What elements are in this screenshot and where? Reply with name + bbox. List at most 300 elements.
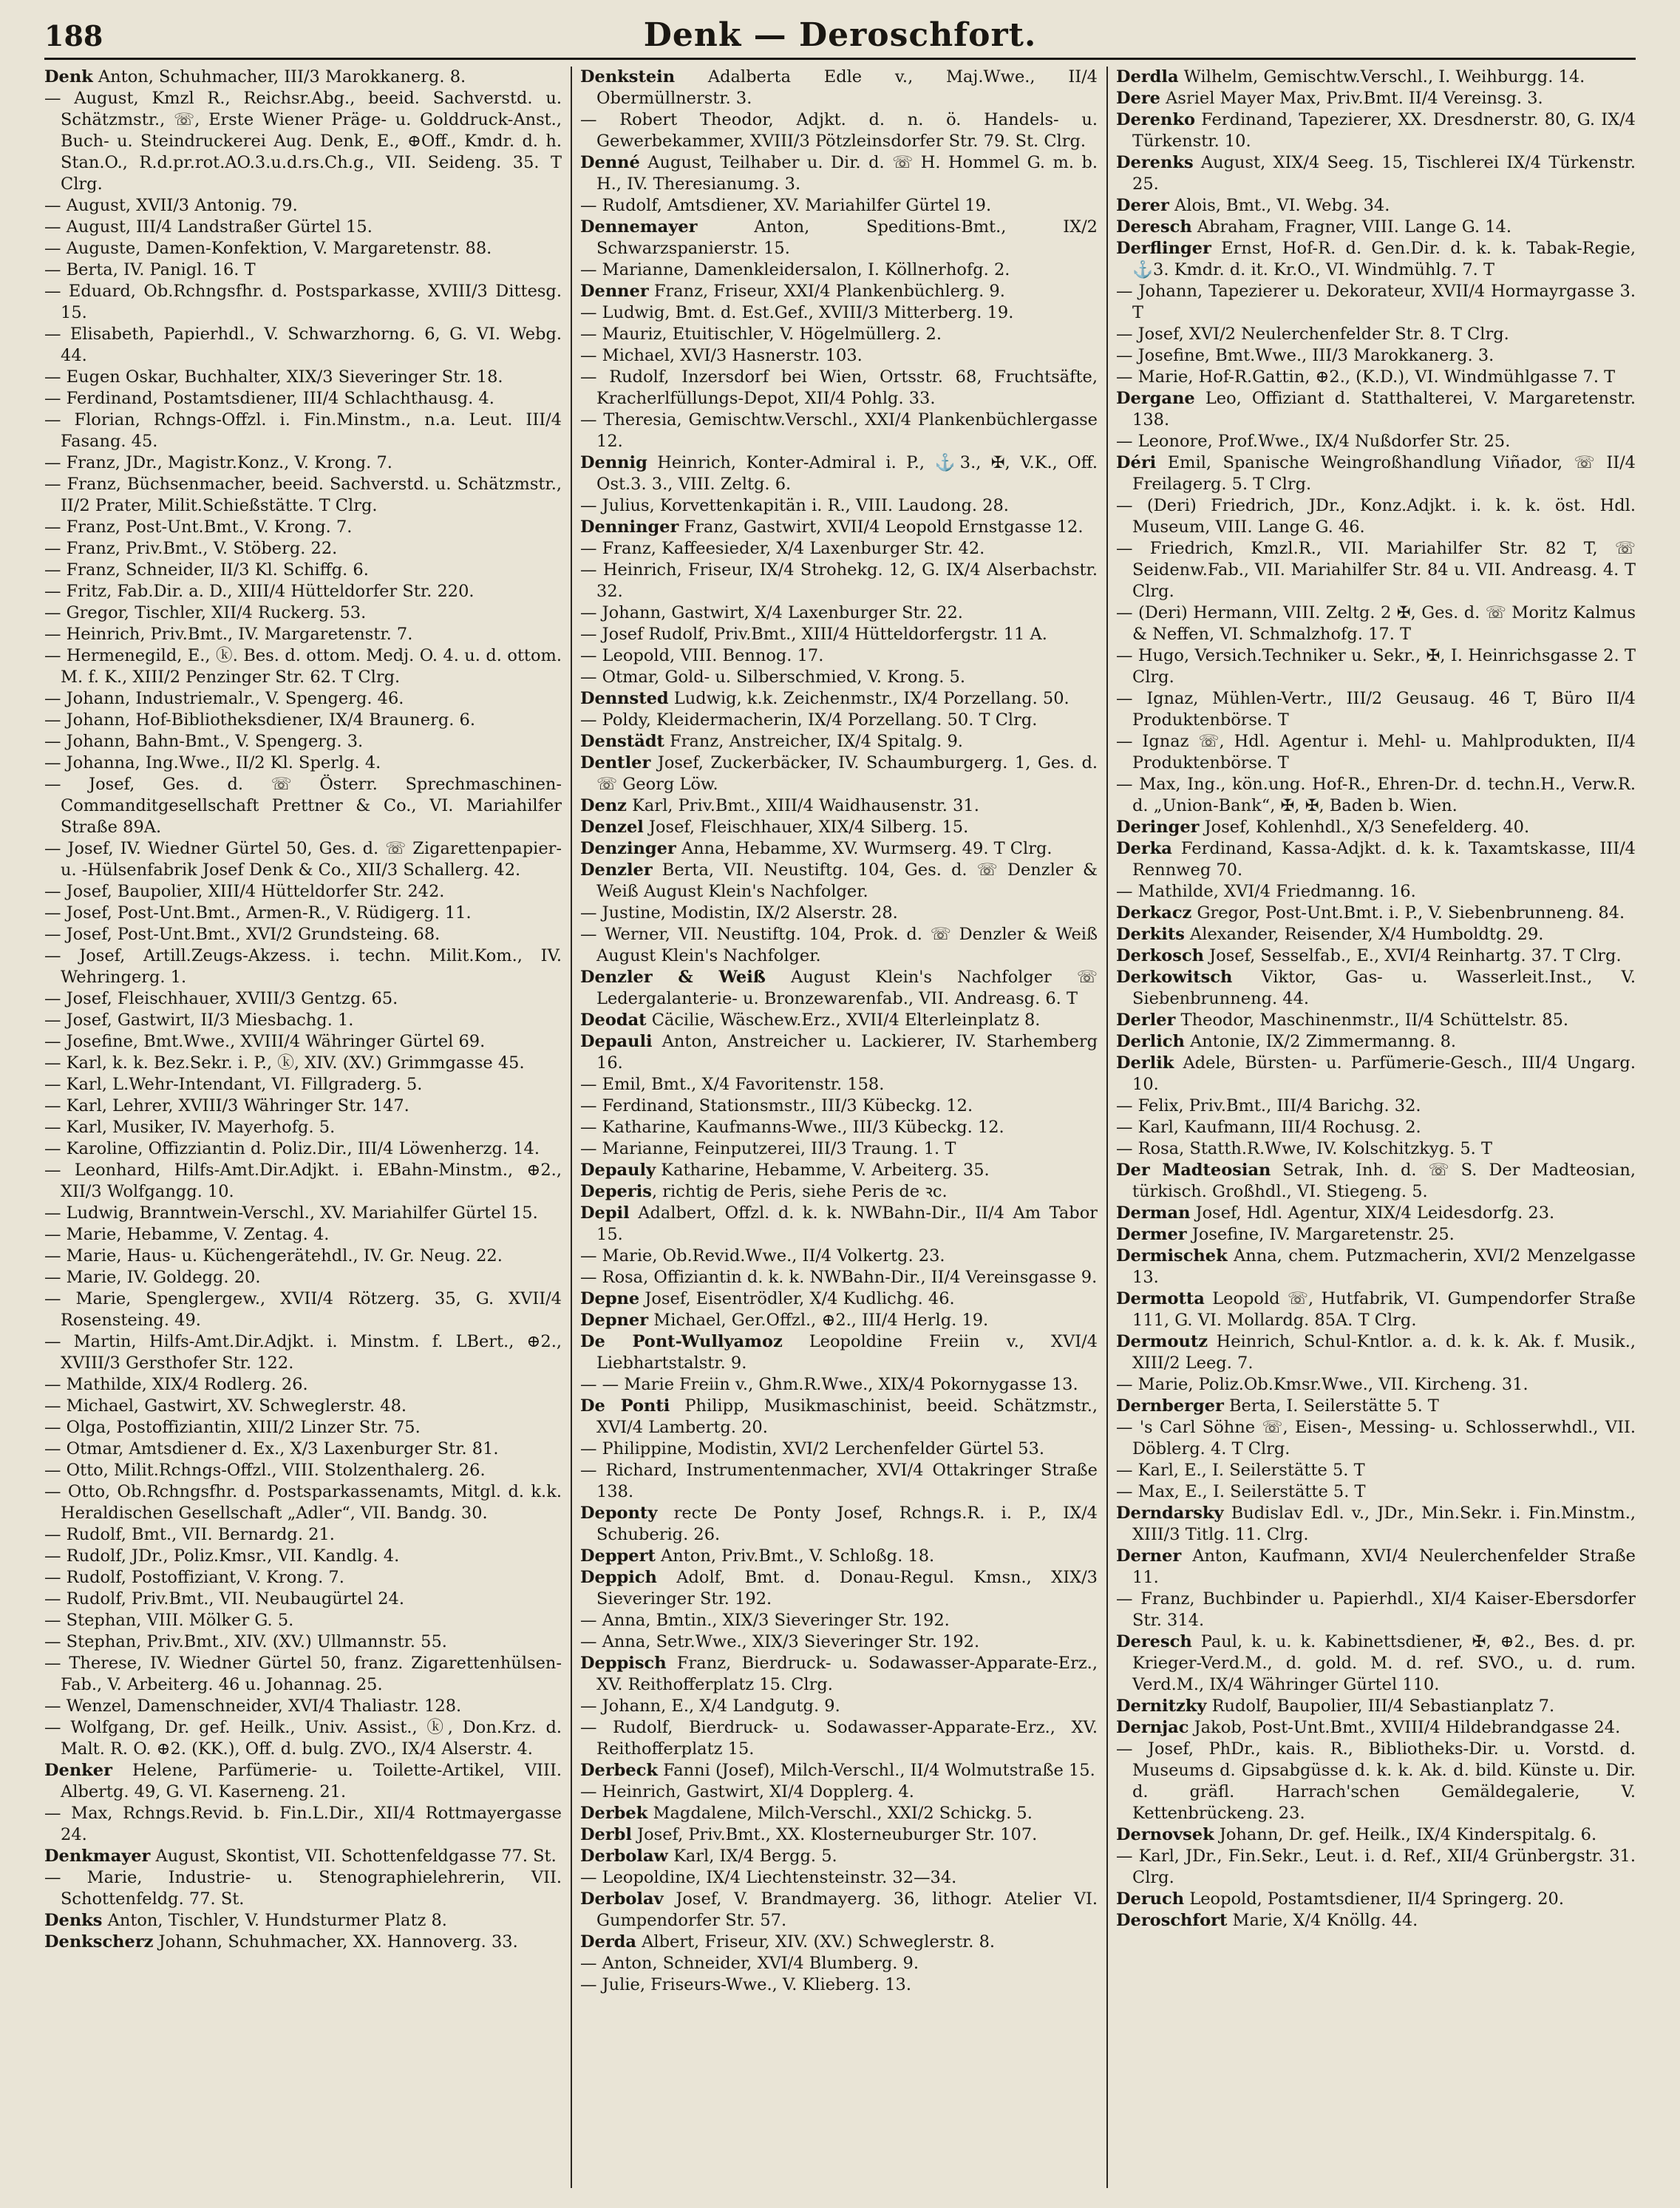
column-1: [44, 67, 562, 2188]
entry-surname: Derkosch: [1116, 946, 1205, 965]
entry-details: Ferdinand, Kassa-Adjkt. d. k. k. Taxamtskasse, III/4 Rennweg 70.: [1132, 839, 1636, 880]
directory-entry: [1116, 1503, 1636, 1546]
directory-entry: [580, 1760, 1098, 1781]
directory-entry: [44, 1910, 562, 1932]
directory-entry: — Rudolf, Postoffiziant, V. Krong. 7.: [44, 1568, 344, 1587]
directory-entry: — Werner, VII. Neustiftg. 104, Prok. d. ☏ Denzler & Weiß August Klein's Nachfolger.: [580, 925, 1098, 965]
directory-entry: [580, 1567, 1098, 1610]
directory-entry: [1116, 1910, 1636, 1932]
directory-entry: [580, 838, 1098, 860]
directory-entry: — Karl, Musiker, IV. Mayerhofg. 5.: [44, 1118, 336, 1137]
directory-entry: [580, 1824, 1098, 1846]
entry-surname: Derlik: [1116, 1053, 1174, 1073]
directory-entry: — Leonore, Prof.Wwe., IX/4 Nußdorfer Str. 25.: [1116, 432, 1511, 451]
entry-surname: Denzler & Weiß: [580, 968, 766, 987]
entry-surname: Deresch: [1116, 1632, 1192, 1651]
entry-details: Adele, Bürsten- u. Parfümerie-Gesch., III/4 Ungarg. 10.: [1132, 1053, 1636, 1094]
directory-entry: — Marie, Haus- u. Küchengerätehdl., IV. Gr. Neug. 22.: [44, 1246, 503, 1266]
entry-details: Leo, Offiziant d. Statthalterei, V. Margaretenstr. 138.: [1132, 389, 1636, 429]
directory-entry: — Marie, Hebamme, V. Zentag. 4.: [44, 1225, 330, 1244]
entry-details: Josef, V. Brandmayerg. 36, lithogr. Atelier VI. Gumpendorfer Str. 57.: [596, 1889, 1098, 1930]
directory-entry: — Emil, Bmt., X/4 Favoritenstr. 158.: [580, 1075, 885, 1094]
directory-entry: — Justine, Modistin, IX/2 Alserstr. 28.: [580, 903, 898, 923]
entry-details: Rudolf, Baupolier, III/4 Sebastianplatz 7.: [1206, 1696, 1555, 1716]
entry-surname: Denzel: [580, 818, 644, 837]
entry-details: Cäcilie, Wäschew.Erz., XVII/4 Elterleinplatz 8.: [646, 1010, 1041, 1030]
entry-details: Anton, Tischler, V. Hundsturmer Platz 8.: [102, 1911, 447, 1930]
entry-details: Johann, Schuhmacher, XX. Hannoverg. 33.: [153, 1932, 518, 1951]
entry-details: Michael, Ger.Offzl., ⊕2., III/4 Herlg. 19.: [648, 1311, 989, 1330]
entry-surname: Déri: [1116, 453, 1157, 472]
directory-entry: — Max, Rchngs.Revid. b. Fin.L.Dir., XII/4 Rottmayergasse 24.: [44, 1804, 562, 1844]
directory-entry: [1116, 1824, 1636, 1846]
directory-entry: — Rudolf, Amtsdiener, XV. Mariahilfer Gürtel 19.: [580, 196, 992, 215]
page-title: Denk — Deroschfort.: [643, 16, 1037, 54]
entry-details: , richtig de Peris, siehe Peris de ꝛc.: [651, 1182, 948, 1201]
directory-entry: — Mathilde, XVI/4 Friedmanng. 16.: [1116, 882, 1416, 901]
directory-entry: — Josef, Ges. d. ☏ Österr. Sprechmaschinen-Commanditgesellschaft Prettner & Co., VI. Mariahilfer Straße 89A.: [44, 775, 562, 837]
entry-details: Karl, IX/4 Bergg. 5.: [667, 1847, 837, 1866]
directory-entry: — Katharine, Kaufmanns-Wwe., III/3 Kübeckg. 12.: [580, 1118, 1004, 1137]
directory-entry: [580, 281, 1098, 302]
directory-entry: — Marie, Industrie- u. Stenographielehrerin, VII. Schottenfeldg. 77. St.: [44, 1868, 562, 1909]
directory-entry: — Eugen Oskar, Buchhalter, XIX/3 Sieveringer Str. 18.: [44, 367, 503, 387]
directory-entry: [1116, 452, 1636, 495]
directory-entry: — Gregor, Tischler, XII/4 Ruckerg. 53.: [44, 603, 367, 622]
entry-details: Leopold, Postamtsdiener, II/4 Springerg. 20.: [1184, 1889, 1564, 1909]
directory-entry: — Ferdinand, Stationsmstr., III/3 Kübeckg. 12.: [580, 1096, 973, 1115]
entry-details: Paul, k. u. k. Kabinettsdiener, ✠, ⊕2., Bes. d. pr. Krieger-Verd.M., d. gold. M. d. ref. SVO., u. d. rum. Verd.M., IX/4 Währinger Gürtel 110.: [1132, 1632, 1636, 1694]
entry-details: Anton, Kaufmann, XVI/4 Neulerchenfelder Straße 11.: [1132, 1546, 1636, 1587]
directory-entry: — Ignaz ☏, Hdl. Agentur i. Mehl- u. Mahlprodukten, II/4 Produktenbörse. T: [1116, 732, 1636, 772]
directory-entry: — Rosa, Offiziantin d. k. k. NWBahn-Dir., II/4 Vereinsgasse 9.: [580, 1268, 1098, 1287]
entry-surname: Derlich: [1116, 1032, 1185, 1051]
directory-entry: — Ferdinand, Postamtsdiener, III/4 Schlachthausg. 4.: [44, 389, 494, 408]
directory-entry: — Anton, Schneider, XVI/4 Blumberg. 9.: [580, 1954, 919, 1973]
directory-entry: [580, 1546, 1098, 1567]
entry-details: Franz, Gastwirt, XVII/4 Leopold Ernstgasse 12.: [679, 517, 1084, 537]
entry-details: Emil, Spanische Weingroßhandlung Viñador, ☏ II/4 Freilagerg. 5. T Clrg.: [1132, 453, 1636, 494]
entry-details: Jakob, Post-Unt.Bmt., XVIII/4 Hildebrandgasse 24.: [1188, 1718, 1621, 1737]
entry-surname: De Ponti: [580, 1396, 670, 1416]
entry-surname: Deruch: [1116, 1889, 1185, 1909]
directory-entry: [1116, 1631, 1636, 1696]
directory-entry: — August, XVII/3 Antonig. 79.: [44, 196, 298, 215]
column-2: [580, 67, 1098, 2188]
directory-entry: — Josef, Fleischhauer, XVIII/3 Gentzg. 65.: [44, 989, 398, 1008]
entry-surname: Dennsted: [580, 689, 669, 708]
directory-entry: — Johann, E., X/4 Landgutg. 9.: [580, 1696, 840, 1716]
directory-entry: — Michael, XVI/3 Hasnerstr. 103.: [580, 346, 863, 365]
entry-surname: Denninger: [580, 517, 679, 537]
directory-entry: [580, 1803, 1098, 1824]
directory-entry: [580, 1653, 1098, 1696]
directory-entry: — Olga, Postoffiziantin, XIII/2 Linzer Str. 75.: [44, 1418, 421, 1437]
entry-details: Alexander, Reisender, X/4 Humboldtg. 29.: [1184, 925, 1544, 944]
entry-surname: Derdla: [1116, 67, 1179, 86]
entry-surname: Dentler: [580, 753, 651, 772]
directory-entry: [44, 1932, 562, 1953]
directory-entry: — Josef, XVI/2 Neulerchenfelder Str. 8. T Clrg.: [1116, 325, 1509, 344]
directory-entry: — Anna, Setr.Wwe., XIX/3 Sieveringer Str. 192.: [580, 1632, 980, 1651]
directory-entry: [1116, 67, 1636, 88]
directory-entry: [1116, 1696, 1636, 1717]
directory-entry: — Karl, JDr., Fin.Sekr., Leut. i. d. Ref., XII/4 Grünbergstr. 31. Clrg.: [1116, 1847, 1636, 1887]
entry-surname: Derka: [1116, 839, 1172, 858]
directory-entry: — Julius, Korvettenkapitän i. R., VIII. Laudong. 28.: [580, 496, 1009, 515]
directory-entry: [1116, 1717, 1636, 1739]
entry-surname: Derkits: [1116, 925, 1185, 944]
entry-surname: Depne: [580, 1289, 640, 1308]
directory-entry: [1116, 1396, 1636, 1417]
directory-entry: — Rudolf, Priv.Bmt., VII. Neubaugürtel 24.: [44, 1589, 404, 1609]
directory-entry: [1116, 817, 1636, 838]
directory-entry: — Max, Ing., kön.ung. Hof-R., Ehren-Dr. d. techn.H., Verw.R. d. „Union-Bank“, ✠, ✠, Baden b. Wien.: [1116, 775, 1636, 815]
directory-entry: [1116, 1331, 1636, 1374]
directory-entry: — Franz, JDr., Magistr.Konz., V. Krong. 7.: [44, 453, 392, 472]
directory-entry: — Josef Rudolf, Priv.Bmt., XIII/4 Hütteldorfergstr. 11 A.: [580, 625, 1047, 644]
directory-entry: — Otmar, Gold- u. Silberschmied, V. Krong. 5.: [580, 668, 966, 687]
directory-entry: — — Marie Freiin v., Ghm.R.Wwe., XIX/4 Pokornygasse 13.: [580, 1375, 1078, 1394]
entry-details: Heinrich, Schul-Kntlor. a. d. k. k. Ak. f. Musik., XIII/2 Leeg. 7.: [1132, 1332, 1636, 1373]
directory-entry: — (Deri) Hermann, VIII. Zeltg. 2 ✠, Ges. d. ☏ Moritz Kalmus & Neffen, VI. Schmalzhofg. 17. T: [1116, 603, 1636, 644]
directory-entry: — Rudolf, Bierdruck- u. Sodawasser-Apparate-Erz., XV. Reithofferplatz 15.: [580, 1718, 1098, 1759]
entry-details: August, Teilhaber u. Dir. d. ☏ H. Hommel G. m. b. H., IV. Theresianumg. 3.: [596, 153, 1098, 194]
directory-entry: — Richard, Instrumentenmacher, XVI/4 Ottakringer Straße 138.: [580, 1461, 1098, 1501]
directory-entry: [580, 1031, 1098, 1074]
entry-details: Josef, Fleischhauer, XIX/4 Silberg. 15.: [643, 818, 969, 837]
directory-entry: — Marianne, Damenkleidersalon, I. Köllnerhofg. 2.: [580, 260, 1010, 279]
directory-entry: — Heinrich, Gastwirt, XI/4 Dopplerg. 4.: [580, 1782, 914, 1801]
entry-details: Adalberta Edle v., Maj.Wwe., II/4 Obermüllnerstr. 3.: [596, 67, 1098, 108]
entry-details: Anton, Priv.Bmt., V. Schloßg. 18.: [655, 1546, 935, 1566]
entry-details: Franz, Friseur, XXI/4 Plankenbüchlerg. 9.: [648, 282, 1005, 301]
directory-entry: — Karl, L.Wehr-Intendant, VI. Fillgraderg. 5.: [44, 1075, 423, 1094]
directory-entry: — Josef, IV. Wiedner Gürtel 50, Ges. d. ☏ Zigarettenpapier- u. -Hülsenfabrik Josef Denk & Co., XII/3 Schallerg. 42.: [44, 839, 562, 880]
directory-entry: — Heinrich, Friseur, IX/4 Strohekg. 12, G. IX/4 Alserbachstr. 32.: [580, 560, 1098, 601]
directory-entry: — Wenzel, Damenschneider, XVI/4 Thaliastr. 128.: [44, 1696, 462, 1716]
entry-surname: Denkstein: [580, 67, 676, 86]
entry-surname: Derkowitsch: [1116, 968, 1233, 987]
column-divider: [1106, 67, 1108, 2188]
entry-details: Marie, X/4 Knöllg. 44.: [1227, 1911, 1418, 1930]
directory-entry: [1116, 967, 1636, 1010]
entry-details: Johann, Dr. gef. Heilk., IX/4 Kinderspitalg. 6.: [1214, 1825, 1597, 1844]
directory-entry: [580, 1331, 1098, 1374]
directory-entry: — Hugo, Versich.Techniker u. Sekr., ✠, I. Heinrichsgasse 2. T Clrg.: [1116, 646, 1636, 687]
directory-entry: — Anna, Bmtin., XIX/3 Sieveringer Str. 192.: [580, 1611, 950, 1630]
directory-entry: [1116, 945, 1636, 967]
entry-details: Leopoldine Freiin v., XVI/4 Liebhartstalstr. 9.: [596, 1332, 1098, 1373]
directory-entry: [1116, 1246, 1636, 1288]
entry-surname: Derenko: [1116, 110, 1195, 129]
entry-details: Heinrich, Konter-Admiral i. P., ⚓3., ✠, V.K., Off. Ost.3. 3., VIII. Zeltg. 6.: [596, 453, 1098, 494]
directory-entry: — Philippine, Modistin, XVI/2 Lerchenfelder Gürtel 53.: [580, 1439, 1045, 1458]
entry-details: Anna, chem. Putzmacherin, XVI/2 Menzelgasse 13.: [1132, 1246, 1636, 1287]
entry-surname: Deppert: [580, 1546, 656, 1566]
entry-surname: Denstädt: [580, 732, 664, 751]
directory-entry: [1116, 1160, 1636, 1203]
entry-details: Leopold ☏, Hutfabrik, VI. Gumpendorfer Straße 111, G. VI. Mollardg. 85A. T Clrg.: [1132, 1289, 1636, 1330]
directory-entry: — Hermenegild, E., ⓚ. Bes. d. ottom. Medj. O. 4. u. d. ottom. M. f. K., XIII/2 Penzinger Str. 62. T Clrg.: [44, 646, 562, 687]
directory-entry: [1116, 1031, 1636, 1053]
directory-entry: — Eduard, Ob.Rchngsfhr. d. Postsparkasse, XVIII/3 Dittesg. 15.: [44, 282, 562, 322]
page-header: [44, 13, 1636, 61]
directory-entry: — Johann, Industriemalr., V. Spengerg. 46.: [44, 689, 404, 708]
entry-surname: Derbek: [580, 1804, 648, 1823]
directory-entry: [580, 731, 1098, 753]
entry-surname: Derndarsky: [1116, 1504, 1224, 1523]
entry-details: Anton, Schuhmacher, III/3 Marokkanerg. 8.: [92, 67, 466, 86]
directory-entry: — August, III/4 Landstraßer Gürtel 15.: [44, 217, 373, 237]
directory-entry: — Josef, Artill.Zeugs-Akzess. i. techn. Milit.Kom., IV. Wehringerg. 1.: [44, 946, 562, 987]
directory-entry: [1116, 1224, 1636, 1246]
directory-entry: [1116, 88, 1636, 109]
directory-entry: — Marie, Hof-R.Gattin, ⊕2., (K.D.), VI. Windmühlgasse 7. T: [1116, 367, 1616, 387]
directory-entry: [580, 1181, 1098, 1203]
directory-entry: [44, 1760, 562, 1803]
entry-surname: Dergane: [1116, 389, 1195, 408]
entry-details: Setrak, Inh. d. ☏ S. Der Madteosian, türkisch. Großhdl., VI. Stiegeng. 5.: [1132, 1161, 1636, 1201]
directory-entry: [1116, 924, 1636, 945]
directory-entry: [1116, 1203, 1636, 1224]
directory-entry: — Karoline, Offizziantin d. Poliz.Dir., III/4 Löwenherzg. 14.: [44, 1139, 540, 1158]
entry-surname: Derner: [1116, 1546, 1182, 1566]
directory-entry: — Stephan, VIII. Mölker G. 5.: [44, 1611, 294, 1630]
directory-entry: [580, 152, 1098, 195]
directory-entry: [580, 217, 1098, 259]
directory-entry: — Wolfgang, Dr. gef. Heilk., Univ. Assist., ⓚ, Don.Krz. d. Malt. R. O. ⊕2. (KK.), Off. d. bulg. ZVO., IX/4 Alserstr. 4.: [44, 1718, 562, 1759]
column-divider: [571, 67, 572, 2188]
directory-entry: [580, 753, 1098, 795]
directory-entry: — (Deri) Friedrich, JDr., Konz.Adjkt. i. k. k. öst. Hdl. Museum, VIII. Lange G. 46.: [1116, 496, 1636, 537]
entry-surname: Denzinger: [580, 839, 676, 858]
entry-surname: Derer: [1116, 196, 1169, 215]
directory-entry: [580, 967, 1098, 1010]
entry-details: Gregor, Post-Unt.Bmt. i. P., V. Siebenbrunneng. 84.: [1191, 903, 1625, 923]
entry-surname: Deppich: [580, 1568, 657, 1587]
directory-entry: [580, 1310, 1098, 1331]
entry-surname: Depner: [580, 1311, 649, 1330]
directory-entry: — Fritz, Fab.Dir. a. D., XIII/4 Hütteldorfer Str. 220.: [44, 582, 475, 601]
entry-details: Ernst, Hof-R. d. Gen.Dir. d. k. k. Tabak-Regie, ⚓3. Kmdr. d. it. Kr.O., VI. Windmühlg. 7. T: [1132, 239, 1636, 279]
entry-details: Ferdinand, Tapezierer, XX. Dresdnerstr. 80, G. IX/4 Türkenstr. 10.: [1132, 110, 1636, 151]
entry-details: Adolf, Bmt. d. Donau-Regul. Kmsn., XIX/3 Sieveringer Str. 192.: [596, 1568, 1098, 1609]
entry-details: August, XIX/4 Seeg. 15, Tischlerei IX/4 Türkenstr. 25.: [1132, 153, 1636, 194]
entry-surname: Depauli: [580, 1032, 653, 1051]
entry-details: Wilhelm, Gemischtw.Verschl., I. Weihburgg. 14.: [1178, 67, 1585, 86]
directory-entry: — Theresia, Gemischtw.Verschl., XXI/4 Plankenbüchlergasse 12.: [580, 410, 1098, 451]
directory-entry: — Leonhard, Hilfs-Amt.Dir.Adjkt. i. EBahn-Minstm., ⊕2., XII/3 Wolfgangg. 10.: [44, 1161, 562, 1201]
entry-surname: Dennig: [580, 453, 647, 472]
directory-entry: — Auguste, Damen-Konfektion, V. Margaretenstr. 88.: [44, 239, 492, 258]
directory-entry: — Marie, Spenglergew., XVII/4 Rötzerg. 35, G. XVII/4 Rosensteing. 49.: [44, 1289, 562, 1330]
column-3: [1116, 67, 1636, 2188]
entry-details: Magdalene, Milch-Verschl., XXI/2 Schickg. 5.: [647, 1804, 1033, 1823]
directory-entry: [1116, 152, 1636, 195]
directory-entry: — Johann, Bahn-Bmt., V. Spengerg. 3.: [44, 732, 364, 751]
directory-entry: — Ignaz, Mühlen-Vertr., III/2 Geusaug. 46 T, Büro II/4 Produktenbörse. T: [1116, 689, 1636, 730]
directory-entry: — Leopoldine, IX/4 Liechtensteinstr. 32—34.: [580, 1868, 957, 1887]
directory-entry: [580, 795, 1098, 817]
directory-entry: [1116, 1288, 1636, 1331]
directory-entry: [1116, 388, 1636, 431]
directory-entry: — Josef, PhDr., kais. R., Bibliotheks-Dir. u. Vorstd. d. Museums d. Gipsabgüsse d. k. k. Ak. d. bild. Künste u. Dir. d. gräfl. Harrach'schen Gemäldegalerie, V. Kettenbrückeng. 23.: [1116, 1739, 1636, 1823]
directory-entry: — Ludwig, Branntwein-Verschl., XV. Mariahilfer Gürtel 15.: [44, 1203, 538, 1223]
directory-entry: — Rudolf, JDr., Poliz.Kmsr., VII. Kandlg. 4.: [44, 1546, 400, 1566]
entry-surname: Derflinger: [1116, 239, 1211, 258]
directory-entry: [580, 860, 1098, 903]
directory-entry: [580, 817, 1098, 838]
entry-details: recte De Ponty Josef, Rchngs.R. i. P., IX/4 Schuberig. 26.: [596, 1504, 1098, 1544]
directory-entry: [1116, 217, 1636, 238]
directory-entry: — August, Kmzl R., Reichsr.Abg., beeid. Sachverstd. u. Schätzmstr., ☏, Erste Wiener Präge- u. Golddruck-Anst., Buch- u. Steindruckerei Aug. Denk, E., ⊕Off., Kmdr. d. h. Stan.O., R.d.pr.rot.AO.3.u.d.rs.Ch.g., VII. Seideng. 35. T Clrg.: [44, 89, 562, 194]
entry-details: Josef, Priv.Bmt., XX. Klosterneuburger Str. 107.: [631, 1825, 1038, 1844]
directory-entry: [1116, 1546, 1636, 1589]
directory-entry: — Josefine, Bmt.Wwe., III/3 Marokkanerg. 3.: [1116, 346, 1494, 365]
directory-entry: — Rosa, Statth.R.Wwe, IV. Kolschitzkyg. 5. T: [1116, 1139, 1492, 1158]
directory-entry: [580, 1010, 1098, 1031]
entry-surname: Derbolaw: [580, 1847, 668, 1866]
entry-surname: Derler: [1116, 1010, 1176, 1030]
entry-surname: Derkacz: [1116, 903, 1192, 923]
directory-entry: — Rudolf, Inzersdorf bei Wien, Ortsstr. 68, Fruchtsäfte, Kracherlfüllungs-Depot, XII/4 Pohlg. 33.: [580, 367, 1098, 408]
directory-entry: — Josef, Gastwirt, II/3 Miesbachg. 1.: [44, 1010, 354, 1030]
directory-entry: — Ludwig, Bmt. d. Est.Gef., XVIII/3 Mitterberg. 19.: [580, 303, 1014, 322]
directory-entry: [580, 1203, 1098, 1246]
directory-entry: [1116, 238, 1636, 281]
entry-details: Anton, Speditions-Bmt., IX/2 Schwarzspanierstr. 15.: [596, 217, 1098, 258]
directory-entry: [580, 1889, 1098, 1932]
directory-entry: — Franz, Buchbinder u. Papierhdl., XI/4 Kaiser-Ebersdorfer Str. 314.: [1116, 1589, 1636, 1630]
entry-details: August, Skontist, VII. Schottenfeldgasse 77. St.: [150, 1847, 557, 1866]
directory-entry: [1116, 1053, 1636, 1095]
directory-entry: — Franz, Büchsenmacher, beeid. Sachverstd. u. Schätzmstr., II/2 Prater, Milit.Schießstätte. T Clrg.: [44, 475, 562, 515]
directory-entry: [1116, 195, 1636, 217]
directory-entry: — Franz, Schneider, II/3 Kl. Schiffg. 6.: [44, 560, 369, 580]
directory-entry: — Heinrich, Priv.Bmt., IV. Margaretenstr. 7.: [44, 625, 413, 644]
entry-surname: Deringer: [1116, 818, 1200, 837]
entry-details: Franz, Bierdruck- u. Sodawasser-Apparate-Erz., XV. Reithofferplatz 15. Clrg.: [596, 1654, 1098, 1694]
entry-details: Antonie, IX/2 Zimmermanng. 8.: [1184, 1032, 1457, 1051]
directory-entry: — Max, E., I. Seilerstätte 5. T: [1116, 1482, 1366, 1501]
directory-entry: [580, 67, 1098, 109]
directory-entry: [580, 1503, 1098, 1546]
directory-entry: — Johann, Gastwirt, X/4 Laxenburger Str. 22.: [580, 603, 963, 622]
directory-entry: — 's Carl Söhne ☏, Eisen-, Messing- u. Schlosserwhdl., VII. Döblerg. 4. T Clrg.: [1116, 1418, 1636, 1458]
directory-entry: [580, 1932, 1098, 1953]
entry-details: Anna, Hebamme, XV. Wurmserg. 49. T Clrg.: [676, 839, 1052, 858]
directory-entry: — Poldy, Kleidermacherin, IX/4 Porzellang. 50. T Clrg.: [580, 710, 1038, 730]
entry-surname: Dennemayer: [580, 217, 698, 237]
entry-details: Josef, Eisentrödler, X/4 Kudlichg. 46.: [639, 1289, 955, 1308]
directory-entry: [580, 1288, 1098, 1310]
entry-details: Katharine, Hebamme, V. Arbeiterg. 35.: [656, 1161, 990, 1180]
entry-details: Theodor, Maschinenmstr., II/4 Schüttelstr. 85.: [1175, 1010, 1569, 1030]
entry-surname: Der Madteosian: [1116, 1161, 1271, 1180]
entry-surname: Deresch: [1116, 217, 1192, 237]
entry-surname: Dermischek: [1116, 1246, 1228, 1266]
directory-entry: [1116, 1010, 1636, 1031]
entry-surname: Dermoutz: [1116, 1332, 1208, 1351]
directory-entry: — Otto, Ob.Rchngsfhr. d. Postsparkassenamts, Mitgl. d. k.k. Heraldischen Gesellschaft „Adler“, VII. Bandg. 30.: [44, 1482, 562, 1523]
entry-surname: Dernberger: [1116, 1396, 1224, 1416]
entry-details: August Klein's Nachfolger ☏ Ledergalanterie- u. Bronzewarenfab., VII. Andreasg. 6. T: [596, 968, 1098, 1008]
entry-surname: Derda: [580, 1932, 636, 1951]
entry-surname: Deroschfort: [1116, 1911, 1228, 1930]
directory-entry: — Rudolf, Bmt., VII. Bernardg. 21.: [44, 1525, 335, 1544]
directory-entry: — Josef, Post-Unt.Bmt., Armen-R., V. Rüdigerg. 11.: [44, 903, 472, 923]
entry-details: Josef, Hdl. Agentur, XIX/4 Leidesdorfg. 23.: [1190, 1203, 1555, 1223]
entry-details: Franz, Anstreicher, IX/4 Spitalg. 9.: [664, 732, 963, 751]
page-number: 188: [44, 19, 103, 52]
entry-surname: Denné: [580, 153, 640, 172]
directory-entry: — Marianne, Feinputzerei, III/3 Traung. 1. T: [580, 1139, 956, 1158]
entry-details: Alois, Bmt., VI. Webg. 34.: [1169, 196, 1390, 215]
directory-entry: — Johanna, Ing.Wwe., II/2 Kl. Sperlg. 4.: [44, 753, 381, 772]
entry-details: Philipp, Musikmaschinist, beeid. Schätzmstr., XVI/4 Lambertg. 20.: [596, 1396, 1098, 1437]
directory-entry: — Martin, Hilfs-Amt.Dir.Adjkt. i. Minstm. f. LBert., ⊕2., XVIII/3 Gersthofer Str. 122.: [44, 1332, 562, 1373]
entry-details: Josefine, IV. Margaretenstr. 25.: [1186, 1225, 1455, 1244]
directory-entry: [1116, 903, 1636, 924]
directory-columns: [44, 67, 1636, 2188]
directory-entry: — Michael, Gastwirt, XV. Schweglerstr. 48.: [44, 1396, 407, 1416]
directory-entry: — Stephan, Priv.Bmt., XIV. (XV.) Ullmannstr. 55.: [44, 1632, 447, 1651]
directory-entry: — Karl, Lehrer, XVIII/3 Währinger Str. 147.: [44, 1096, 409, 1115]
entry-surname: Derbeck: [580, 1761, 659, 1780]
directory-entry: — Karl, E., I. Seilerstätte 5. T: [1116, 1461, 1365, 1480]
directory-entry: — Franz, Kaffeesieder, X/4 Laxenburger Str. 42.: [580, 539, 985, 558]
entry-surname: Dere: [1116, 89, 1160, 108]
entry-surname: Dermer: [1116, 1225, 1187, 1244]
directory-entry: — Franz, Post-Unt.Bmt., V. Krong. 7.: [44, 517, 353, 537]
directory-entry: [580, 1396, 1098, 1438]
entry-surname: Denk: [44, 67, 93, 86]
entry-surname: Denker: [44, 1761, 112, 1780]
directory-entry: — Otto, Milit.Rchngs-Offzl., VIII. Stolzenthalerg. 26.: [44, 1461, 486, 1480]
header-rule: [44, 58, 1636, 60]
entry-surname: Denz: [580, 796, 627, 815]
directory-entry: — Marie, Ob.Revid.Wwe., II/4 Volkertg. 23.: [580, 1246, 945, 1266]
entry-surname: Derbolav: [580, 1889, 664, 1909]
entry-surname: Denkscherz: [44, 1932, 154, 1951]
directory-entry: [1116, 1889, 1636, 1910]
directory-entry: — Franz, Priv.Bmt., V. Stöberg. 22.: [44, 539, 338, 558]
entry-details: Berta, VII. Neustiftg. 104, Ges. d. ☏ Denzler & Weiß August Klein's Nachfolger.: [596, 860, 1098, 901]
entry-details: Adalbert, Offzl. d. k. k. NWBahn-Dir., II/4 Am Tabor 15.: [596, 1203, 1098, 1244]
entry-details: Karl, Priv.Bmt., XIII/4 Waidhausenstr. 31.: [626, 796, 979, 815]
directory-entry: — Berta, IV. Panigl. 16. T: [44, 260, 256, 279]
entry-details: Josef, Sesselfab., E., XVI/4 Reinhartg. 37. T Clrg.: [1204, 946, 1622, 965]
entry-surname: Derman: [1116, 1203, 1191, 1223]
directory-entry: — Leopold, VIII. Bennog. 17.: [580, 646, 824, 665]
directory-entry: — Karl, Kaufmann, III/4 Rochusg. 2.: [1116, 1118, 1421, 1137]
directory-entry: — Mathilde, XIX/4 Rodlerg. 26.: [44, 1375, 308, 1394]
entry-details: Budislav Edl. v., JDr., Min.Sekr. i. Fin.Minstm., XIII/3 Titlg. 11. Clrg.: [1132, 1504, 1636, 1544]
entry-details: Abraham, Fragner, VIII. Lange G. 14.: [1191, 217, 1512, 237]
entry-surname: Dernjac: [1116, 1718, 1189, 1737]
directory-entry: — Robert Theodor, Adjkt. d. n. ö. Handels- u. Gewerbekammer, XVIII/3 Pötzleinsdorfer Str. 79. St. Clrg.: [580, 110, 1098, 151]
entry-details: Asriel Mayer Max, Priv.Bmt. II/4 Vereinsg. 3.: [1160, 89, 1543, 108]
entry-details: Anton, Anstreicher u. Lackierer, IV. Starhemberg 16.: [596, 1032, 1098, 1073]
entry-surname: Deodat: [580, 1010, 647, 1030]
directory-entry: — Josef, Post-Unt.Bmt., XVI/2 Grundsteing. 68.: [44, 925, 441, 944]
entry-surname: Deponty: [580, 1504, 658, 1523]
entry-details: Viktor, Gas- u. Wasserleit.Inst., V. Siebenbrunneng. 44.: [1132, 968, 1636, 1008]
entry-surname: De Pont-Wullyamoz: [580, 1332, 783, 1351]
directory-entry: [580, 1160, 1098, 1181]
directory-entry: — Mauriz, Etuitischler, V. Högelmüllerg. 2.: [580, 325, 942, 344]
